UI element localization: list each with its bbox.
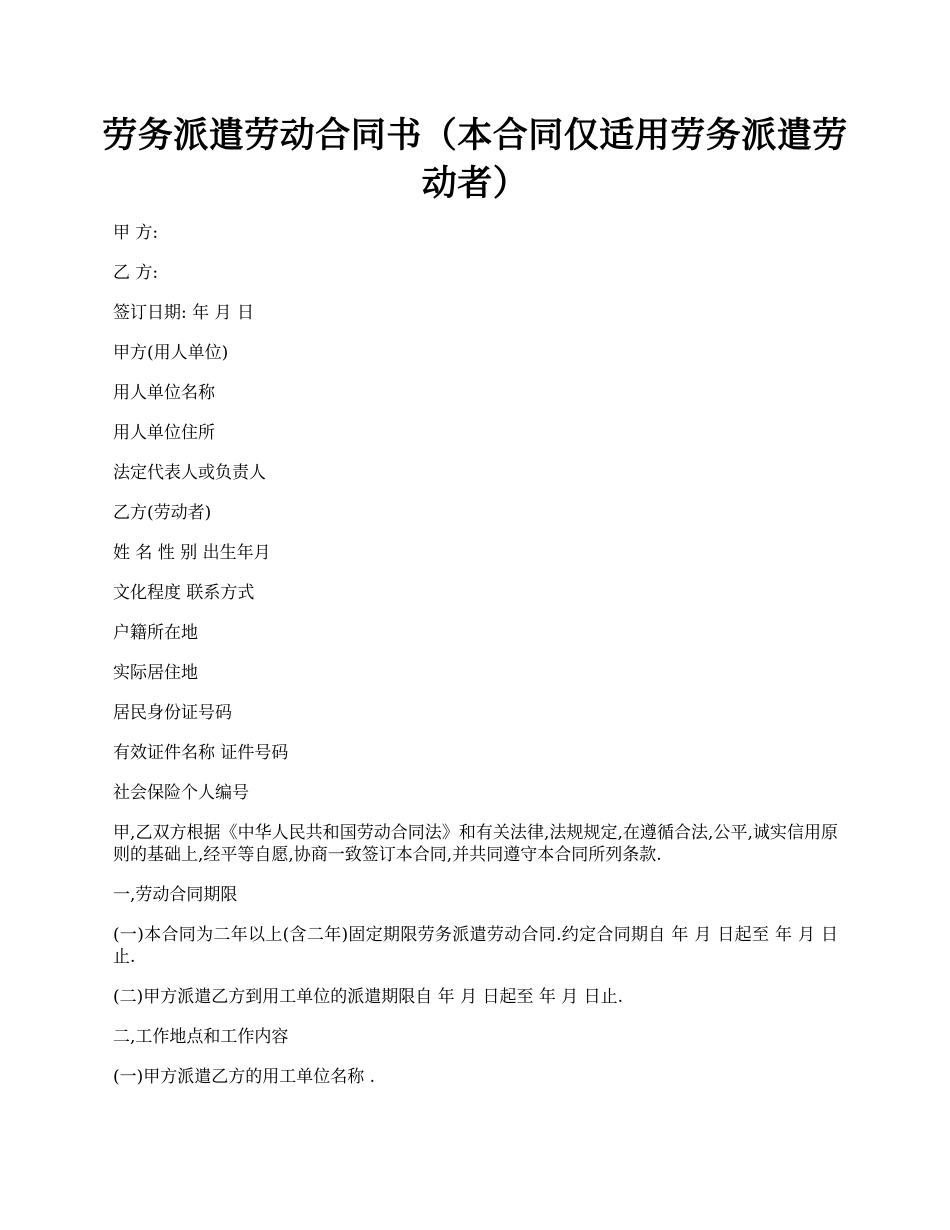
section-1-clause-1: (一)本合同为二年以上(含二年)固定期限劳务派遣劳动合同.约定合同期自 年 月 日起至 年 月 日止. [113,925,838,967]
document-body [113,222,838,1106]
party-b-line: 乙 方: [113,263,159,283]
social-insurance-number-field: 社会保险个人编号 [113,783,249,803]
employer-name-field: 用人单位名称 [113,383,215,403]
party-b-heading: 乙方(劳动者) [113,503,212,523]
section-1-clause-2: (二)甲方派遣乙方到用工单位的派遣期限自 年 月 日起至 年 月 日止. [113,987,624,1007]
signing-date-line: 签订日期: 年 月 日 [113,303,254,323]
valid-certificate-field: 有效证件名称 证件号码 [113,743,289,763]
party-a-heading: 甲方(用人单位) [113,343,229,363]
section-2-clause-1: (一)甲方派遣乙方的用工单位名称 . [113,1067,376,1087]
education-contact-field: 文化程度 联系方式 [113,583,255,603]
actual-residence-field: 实际居住地 [113,663,198,683]
section-1-heading: 一,劳动合同期限 [113,885,238,905]
name-gender-birth-field: 姓 名 性 别 出生年月 [113,543,271,563]
document-title: 劳务派遣劳动合同书（本合同仅适用劳务派遣劳动者） [102,115,848,204]
household-registration-field: 户籍所在地 [113,623,198,643]
employer-address-field: 用人单位住所 [113,423,215,443]
section-2-heading: 二,工作地点和工作内容 [113,1027,289,1047]
party-a-line: 甲 方: [113,223,159,243]
legal-representative-field: 法定代表人或负责人 [113,463,266,483]
preamble-paragraph: 甲,乙双方根据《中华人民共和国劳动合同法》和有关法律,法规规定,在遵循合法,公平,诚实信用原则的基础上,经平等自愿,协商一致签订本合同,并共同遵守本合同所列条款. [113,823,838,865]
id-number-field: 居民身份证号码 [113,703,232,723]
